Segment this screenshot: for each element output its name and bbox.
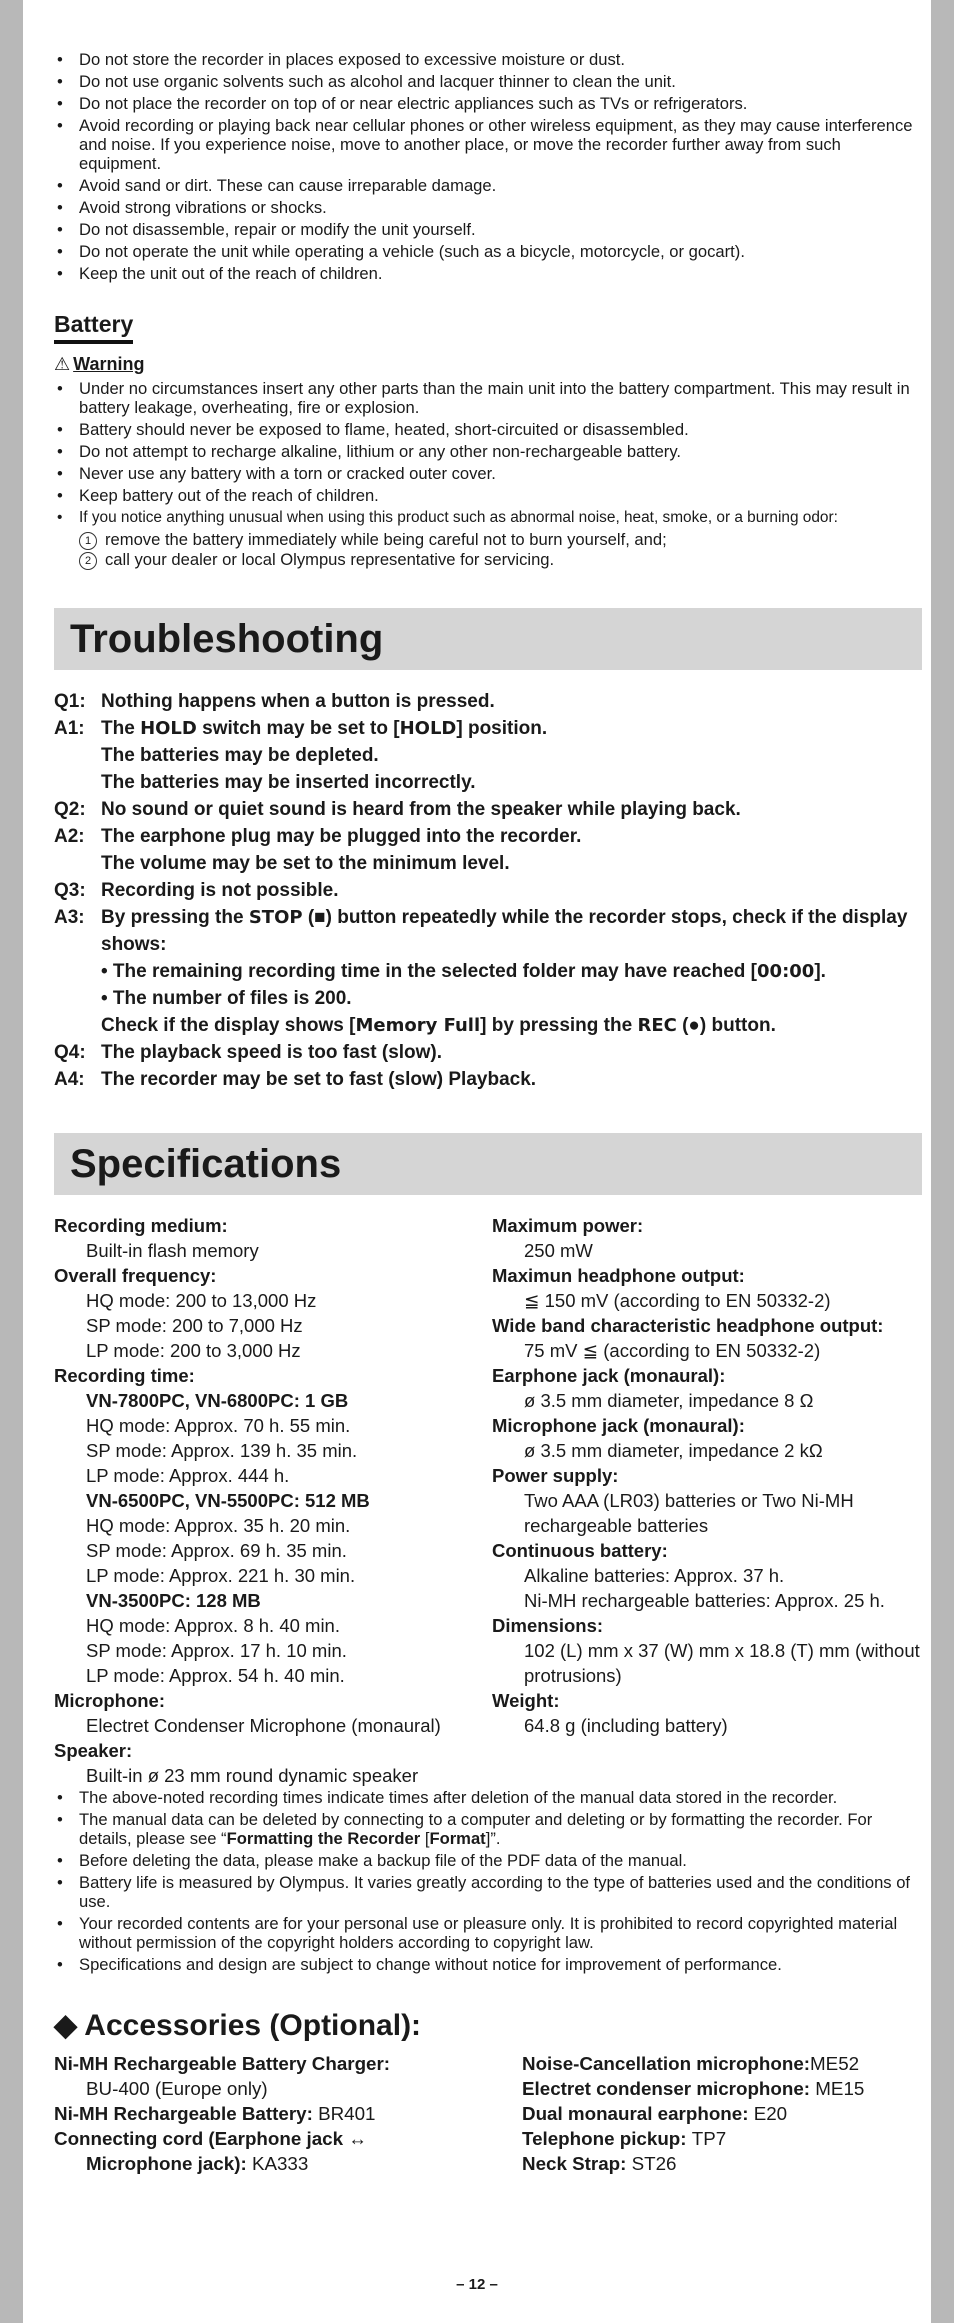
list-item: • Do not attempt to recharge alkaline, lithium or any other non-rechargeable battery. [54, 442, 922, 461]
spec-value: 75 mV ≦ (according to EN 50332-2) [524, 1340, 821, 1361]
spec-value: 64.8 g (including battery) [524, 1715, 728, 1736]
care-list [54, 50, 922, 283]
step-text: call your dealer or local Olympus representative for servicing. [105, 550, 555, 569]
troubleshooting-heading: Troubleshooting [54, 608, 922, 670]
spec-label: Maximum power: [492, 1215, 644, 1236]
spec-value: VN-7800PC, VN-6800PC: 1 GB [86, 1390, 349, 1411]
a3-bullet-2: • The number of files is 200. [101, 988, 352, 1009]
spec-label: Recording time: [54, 1365, 195, 1386]
battery-warning [54, 354, 922, 375]
specifications-table [54, 1213, 922, 1788]
list-item: • Avoid sand or dirt. These can cause irreparable damage. [54, 176, 922, 195]
page-number: – 12 – [456, 2276, 498, 2293]
spec-value: Two AAA (LR03) batteries or Two Ni-MH rechargeable batteries [524, 1490, 854, 1536]
a1-line-2: The batteries may be depleted. [101, 745, 379, 766]
a2-line-2: The volume may be set to the minimum level. [101, 853, 510, 874]
step-number: 1 [79, 532, 97, 550]
a2: A2: The earphone plug may be plugged into the recorder. [54, 826, 582, 847]
list-item: • Before deleting the data, please make a backup file of the PDF data of the manual. [54, 1851, 922, 1870]
accessories-column-right [522, 2051, 922, 2176]
warning-label: Warning [73, 354, 145, 374]
battery-step-1 [54, 530, 922, 550]
spec-value: ø 3.5 mm diameter, impedance 2 kΩ [524, 1440, 823, 1461]
spec-value: SP mode: Approx. 69 h. 35 min. [86, 1540, 347, 1561]
page-content [54, 50, 922, 2176]
q4: Q4: The playback speed is too fast (slow). [54, 1042, 443, 1063]
a1: A1: The HOLD switch may be set to [HOLD] position. [54, 718, 548, 739]
spec-value: LP mode: Approx. 54 h. 40 min. [86, 1665, 345, 1686]
accessories-heading: ◆ Accessories (Optional): [54, 2009, 422, 2042]
list-item: • Do not disassemble, repair or modify the unit yourself. [54, 220, 922, 239]
spec-label: Microphone: [54, 1690, 165, 1711]
spec-value: SP mode: Approx. 139 h. 35 min. [86, 1440, 358, 1461]
battery-accessory: Ni-MH Rechargeable Battery: BR401 [54, 2103, 376, 2124]
warning-triangle-icon: ⚠ [54, 354, 71, 374]
spec-value: LP mode: Approx. 444 h. [86, 1465, 290, 1486]
spec-value: Alkaline batteries: Approx. 37 h. [524, 1565, 785, 1586]
cord-label: Connecting cord (Earphone jack ↔ [54, 2128, 368, 2149]
a1-line-3: The batteries may be inserted incorrectly. [101, 772, 476, 793]
accessories-column-left [54, 2051, 522, 2176]
spec-label: Dimensions: [492, 1615, 604, 1636]
list-item: • Do not store the recorder in places exposed to excessive moisture or dust. [54, 50, 922, 69]
list-item: • Avoid strong vibrations or shocks. [54, 198, 922, 217]
electret-microphone: Electret condenser microphone: ME15 [522, 2078, 865, 2099]
list-item: • Keep battery out of the reach of children. [54, 486, 922, 505]
list-item: • Do not operate the unit while operating a vehicle (such as a bicycle, motorcycle, or gocart). [54, 242, 922, 261]
neck-strap: Neck Strap: ST26 [522, 2153, 677, 2174]
a3-check: Check if the display shows [Memory Full] by pressing the REC (●) button. [101, 1015, 776, 1036]
spec-value: VN-3500PC: 128 MB [86, 1590, 261, 1611]
step-number: 2 [79, 552, 97, 570]
q1: Q1: Nothing happens when a button is pressed. [54, 691, 495, 712]
cord-accessory: Microphone jack): KA333 [86, 2153, 309, 2174]
list-item: • Battery life is measured by Olympus. It varies greatly according to the type of batteries used and the conditions of use. [54, 1873, 922, 1911]
list-item: • Keep the unit out of the reach of children. [54, 264, 922, 283]
spec-value: Built-in flash memory [86, 1240, 259, 1261]
spec-label: Maximun headphone output: [492, 1265, 745, 1286]
spec-value: 102 (L) mm x 37 (W) mm x 18.8 (T) mm (without protrusions) [524, 1640, 920, 1686]
spec-value: LP mode: 200 to 3,000 Hz [86, 1340, 301, 1361]
spec-value: ø 3.5 mm diameter, impedance 8 Ω [524, 1390, 814, 1411]
list-item: • Never use any battery with a torn or cracked outer cover. [54, 464, 922, 483]
list-item: • Battery should never be exposed to flame, heated, short-circuited or disassembled. [54, 420, 922, 439]
nc-microphone: Noise-Cancellation microphone:ME52 [522, 2053, 860, 2074]
spec-label: Earphone jack (monaural): [492, 1365, 726, 1386]
spec-value: ≦ 150 mV (according to EN 50332-2) [524, 1290, 831, 1311]
battery-heading: Battery [54, 310, 133, 344]
spec-label: Overall frequency: [54, 1265, 217, 1286]
battery-list [54, 379, 922, 527]
a3-bullet-1: • The remaining recording time in the selected folder may have reached [00:00]. [101, 961, 826, 982]
q2: Q2: No sound or quiet sound is heard from the speaker while playing back. [54, 799, 741, 820]
list-item: • Avoid recording or playing back near cellular phones or other wireless equipment, as they may cause interference and noise. If you experience noise, move to another place, or move the recorder further away from such equipment. [54, 116, 922, 173]
spec-value: HQ mode: Approx. 70 h. 55 min. [86, 1415, 351, 1436]
telephone-pickup: Telephone pickup: TP7 [522, 2128, 727, 2149]
spec-value: Built-in ø 23 mm round dynamic speaker [86, 1765, 419, 1786]
a3: A3: By pressing the STOP (■) button repeatedly while the recorder stops, check if the display shows: [54, 907, 908, 955]
accessories-list [54, 2051, 922, 2176]
spec-value: LP mode: Approx. 221 h. 30 min. [86, 1565, 356, 1586]
spec-label: Recording medium: [54, 1215, 228, 1236]
list-item: • The above-noted recording times indicate times after deletion of the manual data stored in the recorder. [54, 1788, 922, 1807]
q3: Q3: Recording is not possible. [54, 880, 339, 901]
list-item: • The manual data can be deleted by connecting to a computer and deleting or by formatting the recorder. For details, please see “Formatting the Recorder [Format]”. [54, 1810, 922, 1848]
spec-value: SP mode: 200 to 7,000 Hz [86, 1315, 303, 1336]
spec-value: HQ mode: Approx. 8 h. 40 min. [86, 1615, 340, 1636]
list-item: • If you notice anything unusual when using this product such as abnormal noise, heat, smoke, or a burning odor: [54, 508, 922, 527]
charger-label: Ni-MH Rechargeable Battery Charger: [54, 2053, 391, 2074]
spec-column-right [492, 1213, 922, 1788]
a4: A4: The recorder may be set to fast (slow) Playback. [54, 1069, 537, 1090]
troubleshooting-qa [54, 688, 922, 1093]
manual-page [23, 0, 931, 2323]
step-text: remove the battery immediately while being careful not to burn yourself, and; [105, 530, 667, 549]
spec-label: Microphone jack (monaural): [492, 1415, 745, 1436]
spec-value: HQ mode: 200 to 13,000 Hz [86, 1290, 317, 1311]
spec-value: Electret Condenser Microphone (monaural) [86, 1715, 441, 1736]
spec-label: Weight: [492, 1690, 560, 1711]
spec-value: SP mode: Approx. 17 h. 10 min. [86, 1640, 347, 1661]
list-item: • Specifications and design are subject to change without notice for improvement of performance. [54, 1955, 922, 1974]
specifications-heading: Specifications [54, 1133, 922, 1195]
dual-earphone: Dual monaural earphone: E20 [522, 2103, 788, 2124]
spec-label: Continuous battery: [492, 1540, 668, 1561]
list-item: • Your recorded contents are for your personal use or pleasure only. It is prohibited to record copyrighted material without permission of the copyright holders according to copyright law. [54, 1914, 922, 1952]
battery-step-2 [54, 550, 922, 570]
list-item: • Do not use organic solvents such as alcohol and lacquer thinner to clean the unit. [54, 72, 922, 91]
spec-label: Wide band characteristic headphone output: [492, 1315, 884, 1336]
list-item: • Under no circumstances insert any other parts than the main unit into the battery compartment. This may result in battery leakage, overheating, fire or explosion. [54, 379, 922, 417]
spec-label: Speaker: [54, 1740, 133, 1761]
spec-value: Ni-MH rechargeable batteries: Approx. 25 h. [524, 1590, 885, 1611]
list-item: • Do not place the recorder on top of or near electric appliances such as TVs or refrigerators. [54, 94, 922, 113]
spec-column-left [54, 1213, 492, 1788]
spec-label: Power supply: [492, 1465, 619, 1486]
spec-value: 250 mW [524, 1240, 593, 1261]
spec-notes [54, 1788, 922, 1974]
spec-value: VN-6500PC, VN-5500PC: 512 MB [86, 1490, 370, 1511]
spec-value: HQ mode: Approx. 35 h. 20 min. [86, 1515, 351, 1536]
charger-model: BU-400 (Europe only) [86, 2078, 268, 2099]
